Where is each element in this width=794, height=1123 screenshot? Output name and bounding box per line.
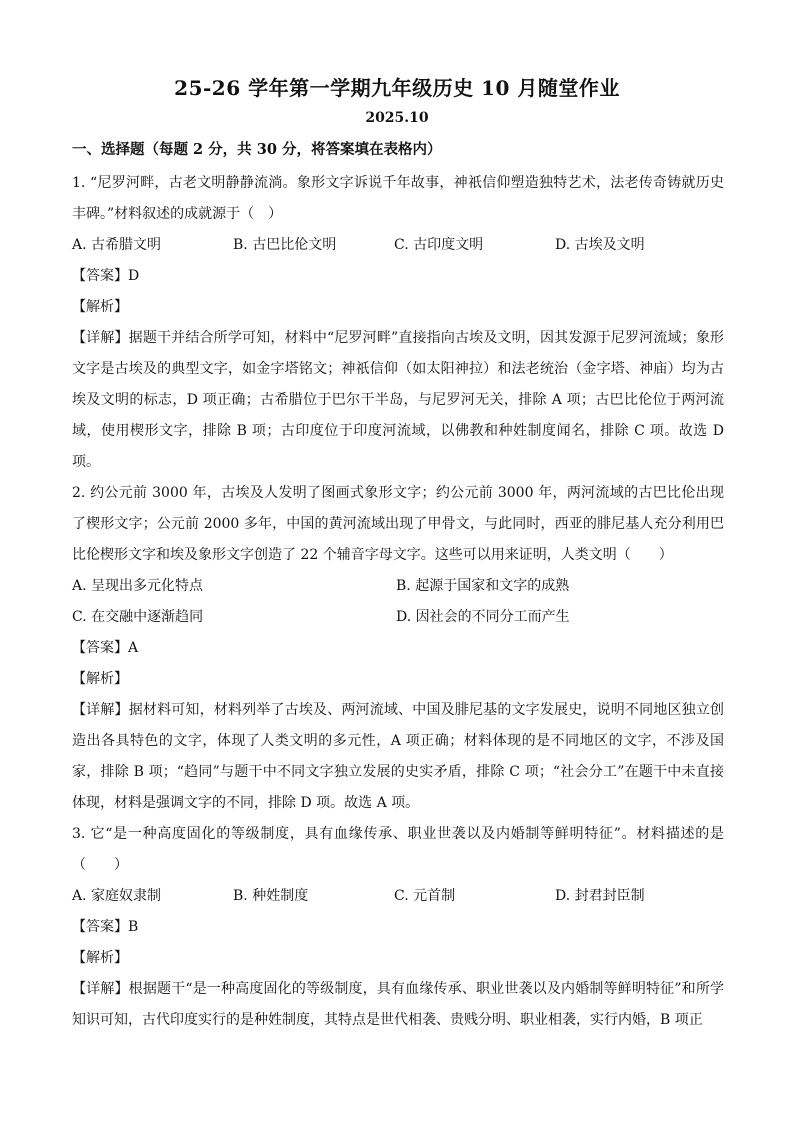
detail-explanation: 【详解】根据题干“是一种高度固化的等级制度，具有血缘传承、职业世袭以及内婚制等鲜明特征”和所学知识可知，古代印度实行的是种姓制度，其特点是世代相袭、贵贱分明、职业相袭，实行内婚，B 项正: [72, 981, 724, 1028]
option-b: B. 起源于国家和文字的成熟: [396, 578, 570, 594]
option-c: C. 元首制: [394, 888, 456, 904]
options-row: [72, 571, 724, 602]
answer-line: 【答案】D: [72, 268, 140, 284]
option-a: A. 家庭奴隶制: [72, 888, 162, 904]
section-heading: 一、选择题（每题 2 分，共 30 分，将答案填在表格内）: [72, 141, 442, 158]
document-date: 2025.10: [365, 110, 429, 126]
option-c: C. 在交融中逐渐趋同: [72, 609, 204, 625]
detail-explanation: 【详解】据材料可知，材料列举了古埃及、两河流域、中国及腓尼基的文字发展史，说明不同地区独立创造出各具特色的文字，体现了人类文明的多元性，A 项正确；材料体现的是不同地区的文字，不涉及国家，排除 B 项；“趋同”与题干中不同文字独立发展的史实矛盾，排除 C 项；“社会分工”在题干中未直接体现，材料是强调文字的不同，排除 D 项。故选 A 项。: [72, 702, 724, 811]
option-a: A. 古希腊文明: [72, 237, 162, 253]
question-2: [72, 478, 724, 819]
analysis-label: 【解析】: [72, 299, 128, 315]
answer-line: 【答案】B: [72, 919, 139, 935]
option-d: D. 封君封臣制: [555, 888, 645, 904]
option-d: D. 因社会的不同分工而产生: [396, 609, 570, 625]
option-b: B. 种姓制度: [233, 888, 309, 904]
option-a: A. 呈现出多元化特点: [72, 578, 204, 594]
question-1: [72, 168, 724, 478]
options-row: [72, 602, 724, 633]
option-d: D. 古埃及文明: [555, 237, 645, 253]
question-list: [72, 168, 724, 1036]
question-stem: 3. 它“是一种高度固化的等级制度，具有血缘传承、职业世袭以及内婚制等鲜明特征”。材料描述的是（ ）: [72, 826, 724, 873]
options-row: [72, 230, 724, 261]
option-b: B. 古巴比伦文明: [233, 237, 337, 253]
question-stem: 2. 约公元前 3000 年，古埃及人发明了图画式象形文字；约公元前 3000 年，两河流域的古巴比伦出现了楔形文字；公元前 2000 多年，中国的黄河流域出现了甲骨文，与此同时，西亚的腓尼基人充分利用巴比伦楔形文字和埃及象形文字创造了 22 个辅音字母文字。这些可以用来证明，人类文明（ ）: [72, 485, 724, 563]
analysis-label: 【解析】: [72, 950, 128, 966]
answer-line: 【答案】A: [72, 640, 139, 656]
question-3: [72, 819, 724, 1036]
option-c: C. 古印度文明: [394, 237, 484, 253]
detail-explanation: 【详解】据题干并结合所学可知，材料中“尼罗河畔”直接指向古埃及文明，因其发源于尼罗河流域；象形文字是古埃及的典型文字，如金字塔铭文；神祇信仰（如太阳神拉）和法老统治（金字塔、神庙）均为古埃及文明的标志，D 项正确；古希腊位于巴尔干半岛，与尼罗河无关，排除 A 项；古巴比伦位于两河流域，使用楔形文字，排除 B 项；古印度位于印度河流域，以佛教和种姓制度闻名，排除 C 项。故选 D 项。: [72, 330, 724, 470]
document-title: 25-26 学年第一学期九年级历史 10 月随堂作业: [174, 76, 620, 100]
analysis-label: 【解析】: [72, 671, 128, 687]
options-row: [72, 881, 724, 912]
question-stem: 1. “尼罗河畔，古老文明静静流淌。象形文字诉说千年故事，神祇信仰塑造独特艺术，法老传奇铸就历史丰碑。”材料叙述的成就源于（ ）: [72, 175, 724, 222]
